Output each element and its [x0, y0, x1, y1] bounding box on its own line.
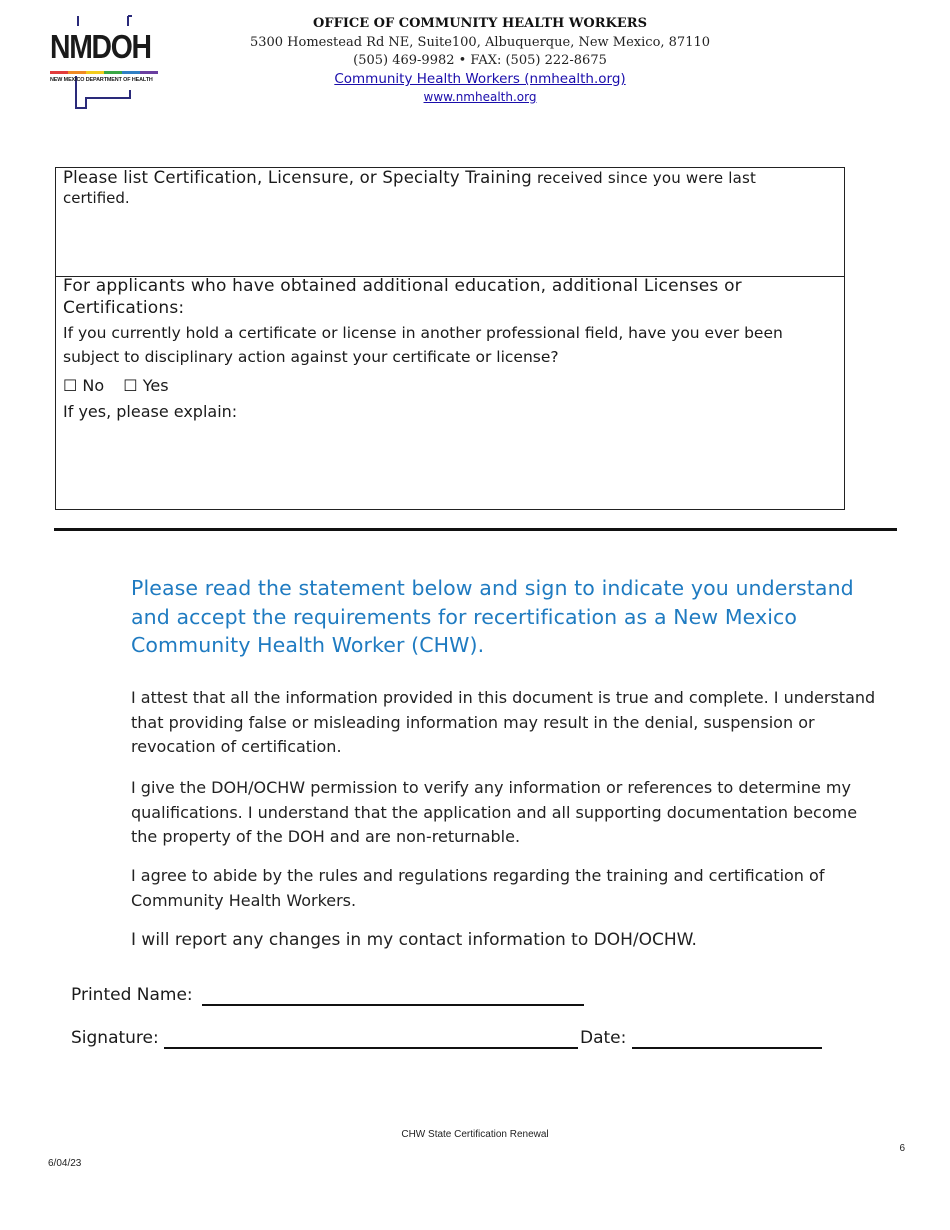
- office-address: 5300 Homestead Rd NE, Suite100, Albuquerque, New Mexico, 87110: [249, 35, 711, 50]
- printed-name-input[interactable]: [202, 1004, 584, 1006]
- office-phone: (505) 469-9982 • FAX: (505) 222-8675: [353, 53, 607, 68]
- certification-field[interactable]: [56, 168, 844, 277]
- contact-change-paragraph: I will report any changes in my contact information to DOH/OCHW.: [131, 930, 697, 950]
- chw-link-row: [190, 71, 770, 87]
- disciplinary-question: If you currently hold a certificate or license in another professional field, have you ever been subject to disciplinary action against your certificate or license?: [63, 324, 783, 366]
- printed-name-label: Printed Name:: [71, 985, 193, 1005]
- page-number: 6: [899, 1143, 905, 1154]
- website-link-row: [190, 90, 770, 104]
- signature-label: Signature:: [71, 1028, 159, 1048]
- website-link[interactable]: www.nmhealth.org: [423, 90, 537, 104]
- logo-rainbow-segment: [86, 71, 104, 74]
- certification-prompt-tail: received since you were last: [531, 169, 757, 187]
- logo-rainbow-segment: [50, 71, 68, 74]
- option-yes-checkbox[interactable]: ☐ Yes: [123, 376, 169, 395]
- disciplinary-heading: For applicants who have obtained additional education, additional Licenses or Certifications:: [63, 276, 742, 318]
- office-name: OFFICE OF COMMUNITY HEALTH WORKERS: [313, 16, 647, 31]
- logo-subtitle: NEW MEXICO DEPARTMENT OF HEALTH: [50, 77, 153, 83]
- logo-rainbow-segment: [140, 71, 158, 74]
- logo-rainbow-segment: [104, 71, 122, 74]
- attestation-paragraph: I attest that all the information provided in this document is true and complete. I understand that providing false or misleading information may result in the denial, suspension or revocation of certification.: [131, 688, 876, 756]
- chw-link[interactable]: Community Health Workers (nmhealth.org): [334, 71, 626, 87]
- disciplinary-section: [56, 277, 844, 509]
- signature-input[interactable]: [164, 1047, 578, 1049]
- form-table: [55, 167, 845, 510]
- footer-title: CHW State Certification Renewal: [401, 1129, 549, 1140]
- statement-title: Please read the statement below and sign to indicate you understand and accept the requirements for recertification as a New Mexico Community Health Worker (CHW).: [131, 576, 854, 657]
- certification-prompt-continued: certified.: [63, 189, 130, 207]
- date-label: Date:: [580, 1028, 627, 1048]
- certification-prompt: [63, 168, 814, 188]
- permission-paragraph: I give the DOH/OCHW permission to verify any information or references to determine my qualifications. I understand that the application and all supporting documentation become the property of the DOH and are non-returnable.: [131, 778, 858, 846]
- certification-prompt-main: Please list Certification, Licensure, or Specialty Training: [63, 168, 532, 187]
- section-divider: [54, 528, 897, 531]
- nmdoh-logo: [48, 14, 160, 112]
- logo-rainbow-segment: [122, 71, 140, 74]
- rules-paragraph: I agree to abide by the rules and regulations regarding the training and certification of Community Health Workers.: [131, 866, 825, 910]
- explain-field[interactable]: If yes, please explain:: [63, 402, 238, 421]
- logo-rainbow-segment: [68, 71, 86, 74]
- logo-text: NMDOH: [50, 28, 151, 65]
- date-input[interactable]: [632, 1047, 822, 1049]
- option-no-checkbox[interactable]: ☐ No: [63, 376, 105, 395]
- disciplinary-options: [63, 375, 814, 397]
- footer-date: 6/04/23: [48, 1158, 82, 1169]
